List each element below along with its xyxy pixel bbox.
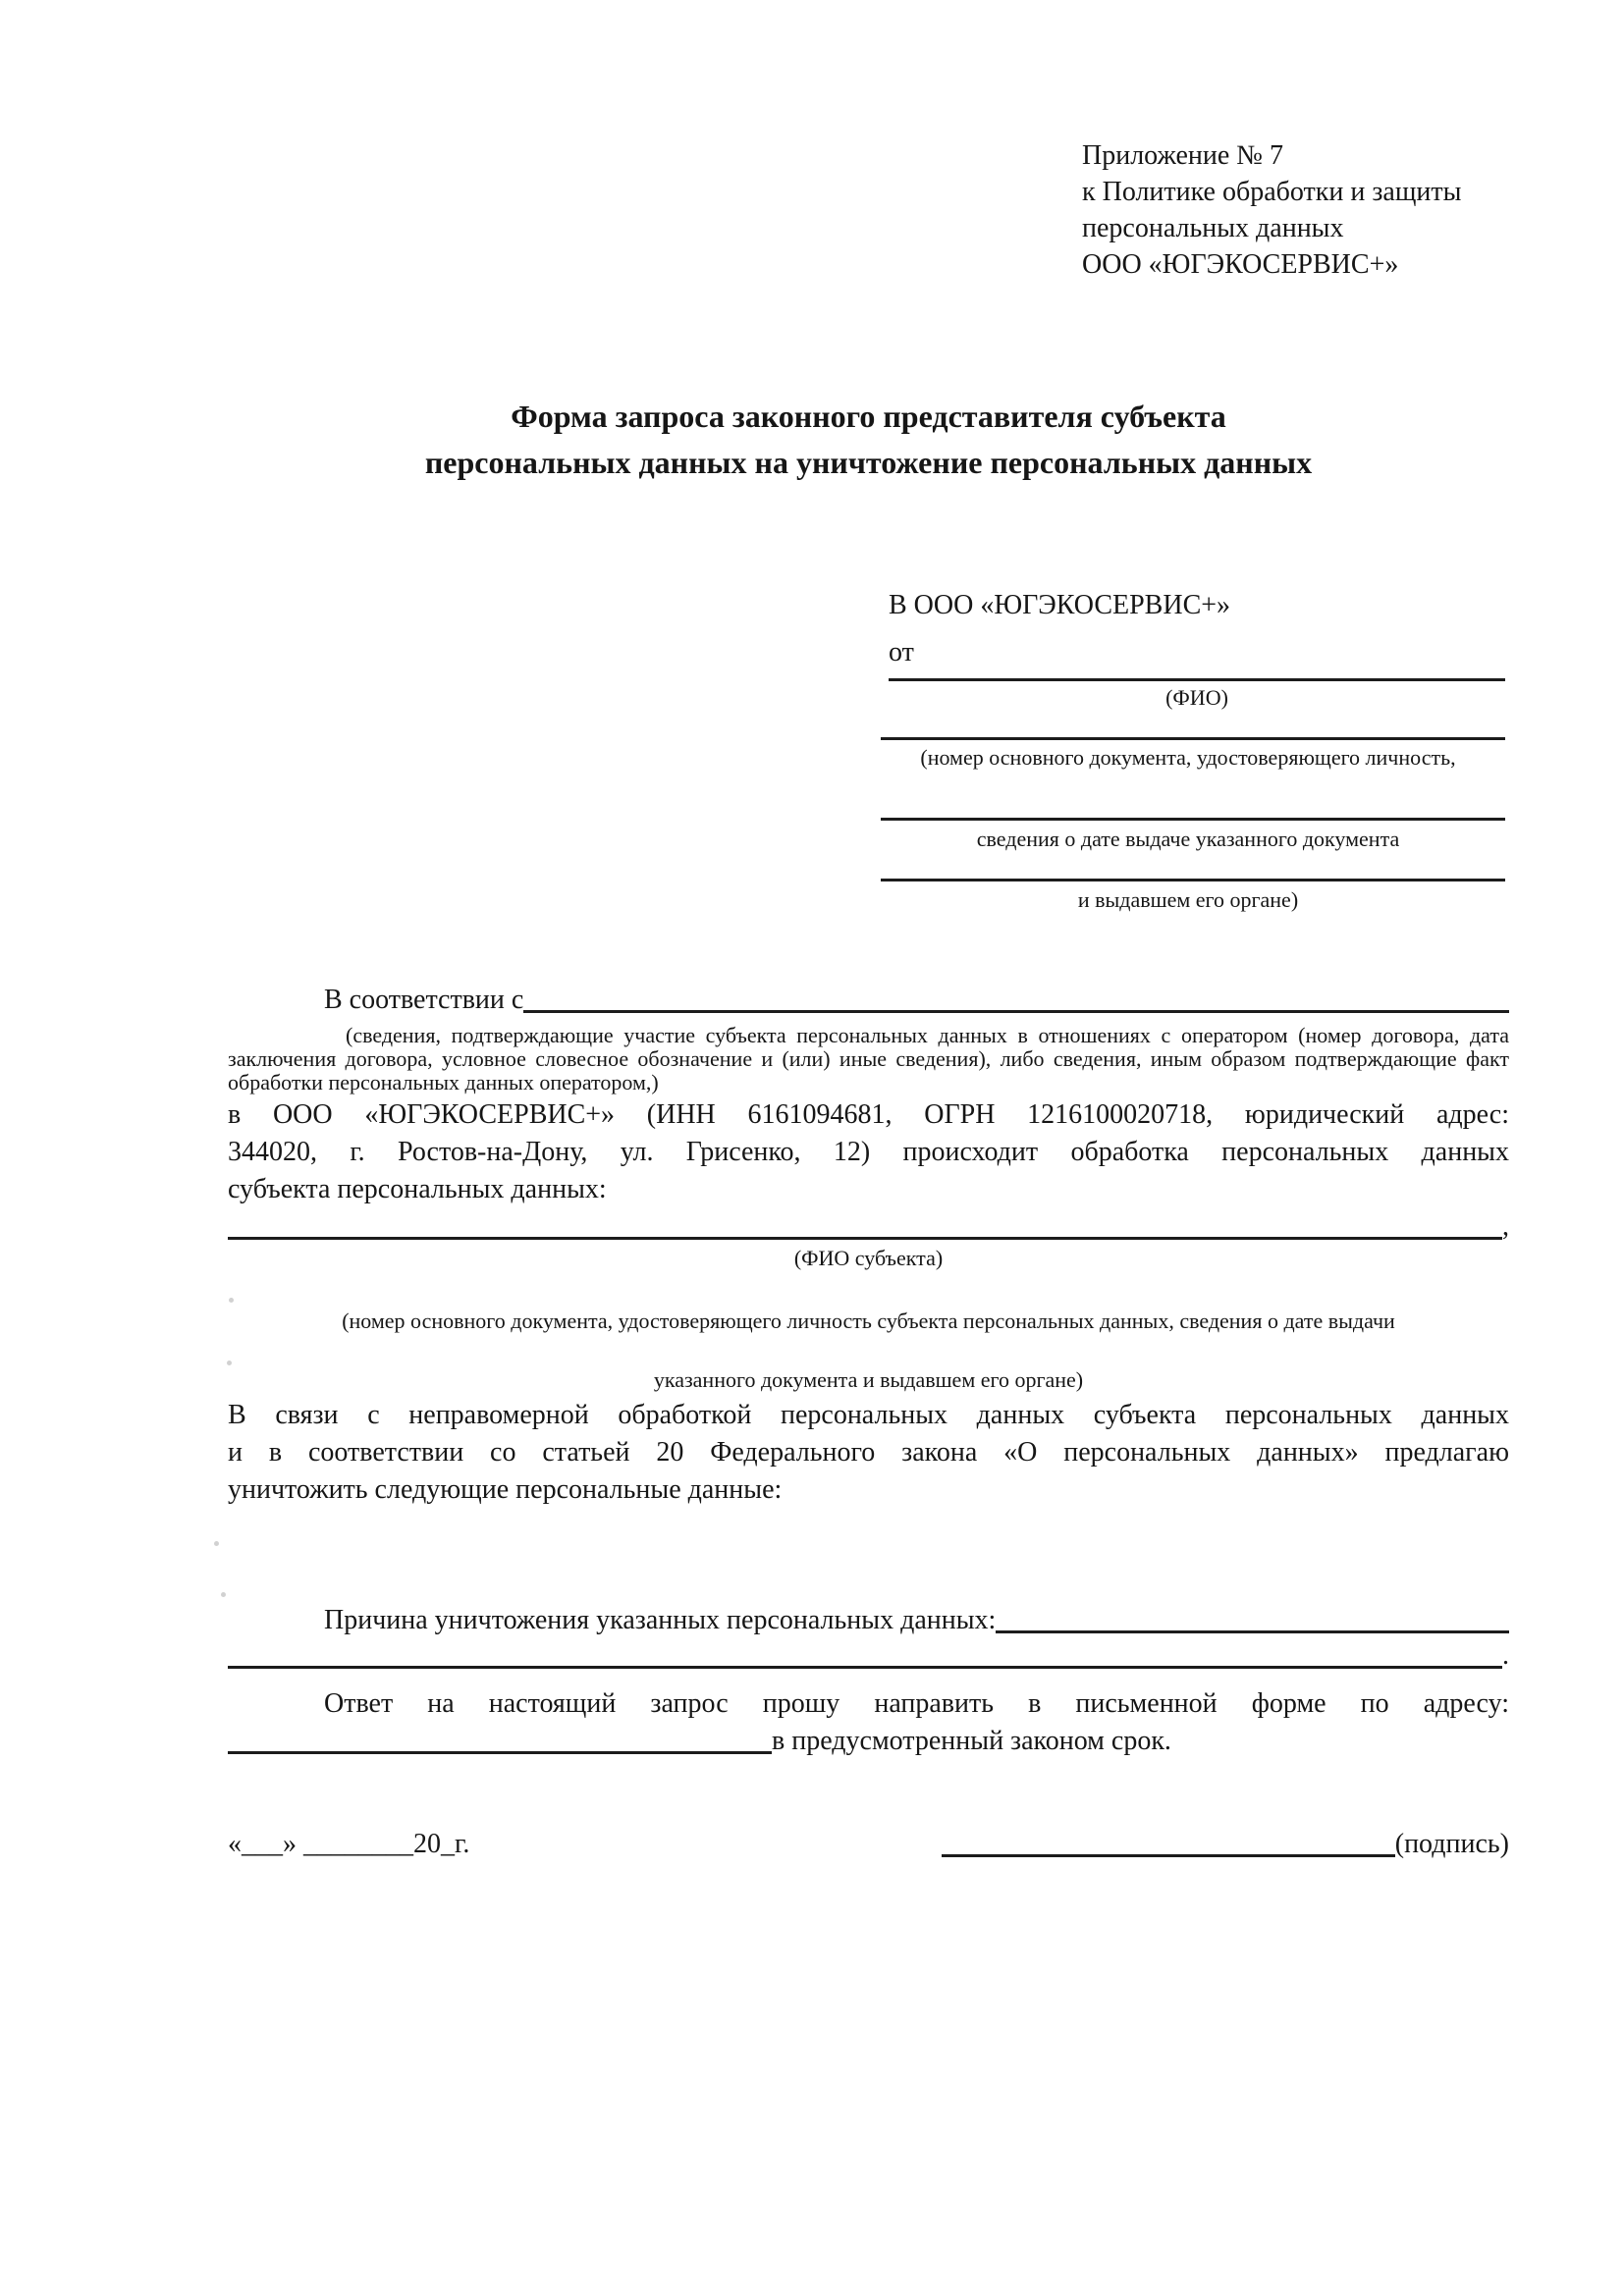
demand-line-3: уничтожить следующие персональные данные: (228, 1474, 783, 1505)
demand-line-2: и в соответствии со статьей 20 Федерального закона «О персональных данных» предлагаю (228, 1437, 1509, 1468)
reason-fill-line (996, 1630, 1509, 1633)
scan-speck (229, 1298, 234, 1303)
signature-fill-line (942, 1854, 1395, 1857)
addressee-to: В ООО «ЮГЭКОСЕРВИС+» (889, 590, 1231, 620)
accordance-fill-line (523, 1010, 1509, 1013)
demand-line-1: В связи с неправомерной обработкой персональных данных субъекта персональных данных (228, 1400, 1509, 1430)
operator-paragraph-line-3: субъекта персональных данных: (228, 1174, 607, 1204)
address-fill-line (228, 1751, 772, 1754)
subject-fio-fill-line (228, 1237, 1502, 1240)
reason-row (228, 1602, 1509, 1639)
scan-speck (214, 1541, 219, 1546)
accordance-note-line-3: обработки персональных данных оператором,) (228, 1070, 659, 1095)
fio-caption: (ФИО) (1165, 685, 1228, 710)
accordance-note-line-2: заключения договора, условное словесное обозначение и (или) иные сведения), либо сведения, иным образом подтверждающие факт (228, 1046, 1509, 1071)
subject-trailing-comma: , (1502, 1211, 1509, 1242)
accordance-note-line-1: (сведения, подтверждающие участие субъекта персональных данных в отношениях с оператором (номер договора, дата (346, 1023, 1509, 1047)
doc-date-fill-line (881, 818, 1505, 821)
fio-fill-line (889, 678, 1505, 681)
subject-doc-caption-1: (номер основного документа, удостоверяющего личность субъекта персональных данных, сведения о дате выдачи (342, 1308, 1395, 1333)
doc-number-caption: (номер основного документа, удостоверяющего личность, (920, 745, 1456, 770)
operator-paragraph-line-2: 344020, г. Ростов-на-Дону, ул. Грисенко, 12) происходит обработка персональных данных (228, 1137, 1509, 1167)
doc-date-caption: сведения о дате выдаче указанного документа (976, 827, 1400, 851)
form-title-line-2: персональных данных на уничтожение персональных данных (424, 445, 1313, 480)
reason-fill-line-2 (228, 1666, 1502, 1669)
signature-row (942, 1826, 1509, 1863)
scan-speck (227, 1361, 232, 1365)
doc-issuer-fill-line (881, 879, 1505, 881)
operator-paragraph-line-1: в ООО «ЮГЭКОСЕРВИС+» (ИНН 6161094681, ОГРН 1216100020718, юридический адрес: (228, 1099, 1509, 1130)
addressee-from-label: от (889, 637, 914, 667)
subject-fio-caption: (ФИО субъекта) (793, 1246, 944, 1270)
form-title-line-1: Форма запроса законного представителя субъекта (511, 399, 1226, 434)
form-title (228, 394, 1509, 486)
reply-line: Ответ на настоящий запрос прошу направить в письменной форме по адресу: (324, 1688, 1509, 1719)
subject-doc-caption-2: указанного документа и выдавшем его органе) (653, 1367, 1084, 1392)
accordance-lead: В соответствии с (324, 985, 524, 1015)
doc-number-fill-line (881, 737, 1505, 740)
reply-tail-row (228, 1723, 1509, 1760)
reason-trailing-period: . (1502, 1640, 1509, 1671)
subject-fio-fill-row (228, 1208, 1509, 1246)
reason-fill-row-2 (228, 1637, 1509, 1675)
appendix-line-2: к Политике обработки и защиты (1082, 177, 1462, 207)
signature-caption: (подпись) (1394, 1829, 1509, 1859)
accordance-row (228, 982, 1509, 1019)
date-line: «___» ________20_г. (228, 1829, 470, 1859)
scan-speck (221, 1592, 226, 1597)
reason-lead: Причина уничтожения указанных персональных данных: (324, 1605, 997, 1635)
doc-issuer-caption: и выдавшем его органе) (1077, 887, 1299, 912)
appendix-line-1: Приложение № 7 (1082, 140, 1283, 171)
appendix-line-4: ООО «ЮГЭКОСЕРВИС+» (1082, 249, 1399, 280)
reply-tail: в предусмотренный законом срок. (772, 1726, 1171, 1756)
appendix-line-3: персональных данных (1082, 213, 1344, 243)
appendix-note (1082, 137, 1543, 283)
